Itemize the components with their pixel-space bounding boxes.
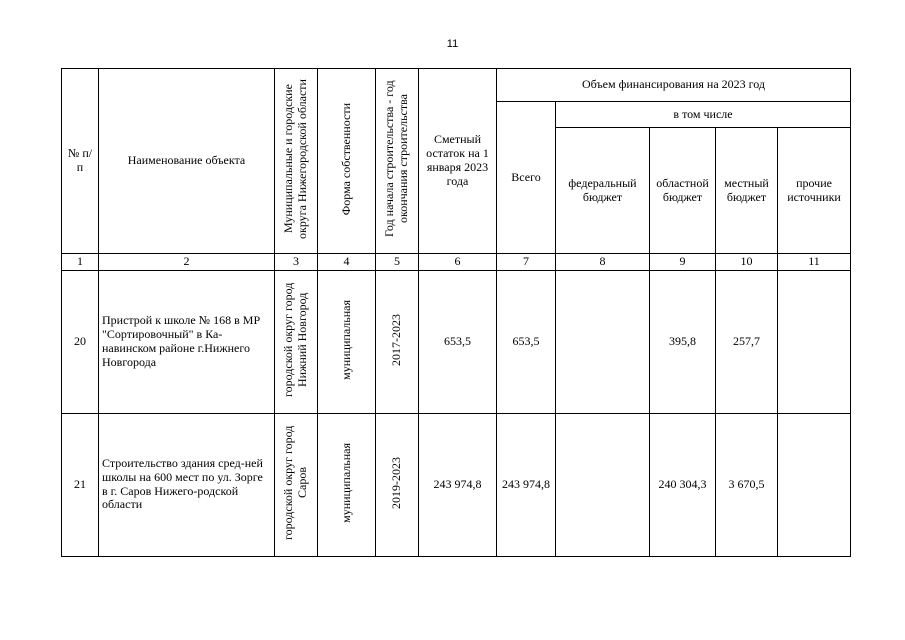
header-federal: федеральный бюджет (556, 128, 650, 254)
row-total: 243 974,8 (497, 413, 556, 556)
column-index: 8 (556, 254, 650, 271)
row-local: 3 670,5 (716, 413, 778, 556)
table-row (62, 271, 851, 414)
header-years-cell (376, 69, 419, 254)
row-years-cell (376, 271, 419, 414)
row-years-cell (376, 413, 419, 556)
column-index: 1 (62, 254, 99, 271)
header-municipality: Муниципальные и городские округа Нижегородской области (281, 79, 309, 240)
row-federal (556, 413, 650, 556)
row-no: 20 (62, 271, 99, 414)
row-ownership: муниципальная (338, 300, 353, 380)
header-name: Наименование объекта (99, 69, 275, 254)
row-name: Пристрой к школе № 168 в МР "Сортировочный" в Ка-навинском районе г.Нижнего Новгорода (99, 271, 275, 414)
row-regional: 395,8 (650, 271, 716, 414)
row-no: 21 (62, 413, 99, 556)
column-index: 5 (376, 254, 419, 271)
header-financing: Объем финансирования на 2023 год (497, 69, 851, 102)
column-index: 3 (275, 254, 318, 271)
header-remaining: Сметный остаток на 1 января 2023 года (419, 69, 497, 254)
column-index: 7 (497, 254, 556, 271)
financing-table (61, 68, 851, 557)
row-total: 653,5 (497, 271, 556, 414)
row-remaining: 243 974,8 (419, 413, 497, 556)
row-ownership: муниципальная (338, 442, 353, 523)
row-ownership-cell (318, 413, 376, 556)
header-total: Всего (497, 102, 556, 254)
row-years: 2019-2023 (389, 456, 404, 509)
row-name: Строительство здания сред-ней школы на 600 мест по ул. Зорге в г. Саров Нижего-родской области (99, 413, 275, 556)
header-municipality-cell (275, 69, 318, 254)
column-index: 9 (650, 254, 716, 271)
header-row-1 (62, 69, 851, 102)
header-ownership-cell (318, 69, 376, 254)
column-index: 11 (778, 254, 851, 271)
row-other (778, 413, 851, 556)
column-index-row (62, 254, 851, 271)
table-row (62, 413, 851, 556)
header-other: прочие источники (778, 128, 851, 254)
row-municipality-cell (275, 271, 318, 414)
header-local: местный бюджет (716, 128, 778, 254)
row-remaining: 653,5 (419, 271, 497, 414)
page-number: 11 (446, 38, 459, 50)
header-no: № п/п (62, 69, 99, 254)
row-federal (556, 271, 650, 414)
row-years: 2017-2023 (389, 314, 404, 366)
header-including: в том числе (556, 102, 851, 128)
row-other (778, 271, 851, 414)
row-municipality: городской округ город Саров (281, 425, 309, 540)
row-local: 257,7 (716, 271, 778, 414)
column-index: 4 (318, 254, 376, 271)
header-years: Год начала строительства - год окончания строительства (382, 80, 410, 238)
row-ownership-cell (318, 271, 376, 414)
row-municipality-cell (275, 413, 318, 556)
row-municipality: городской округ город Нижний Новгород (281, 282, 309, 398)
header-regional: областной бюджет (650, 128, 716, 254)
column-index: 10 (716, 254, 778, 271)
column-index: 6 (419, 254, 497, 271)
row-regional: 240 304,3 (650, 413, 716, 556)
column-index: 2 (99, 254, 275, 271)
header-ownership: Форма собственности (338, 103, 353, 216)
